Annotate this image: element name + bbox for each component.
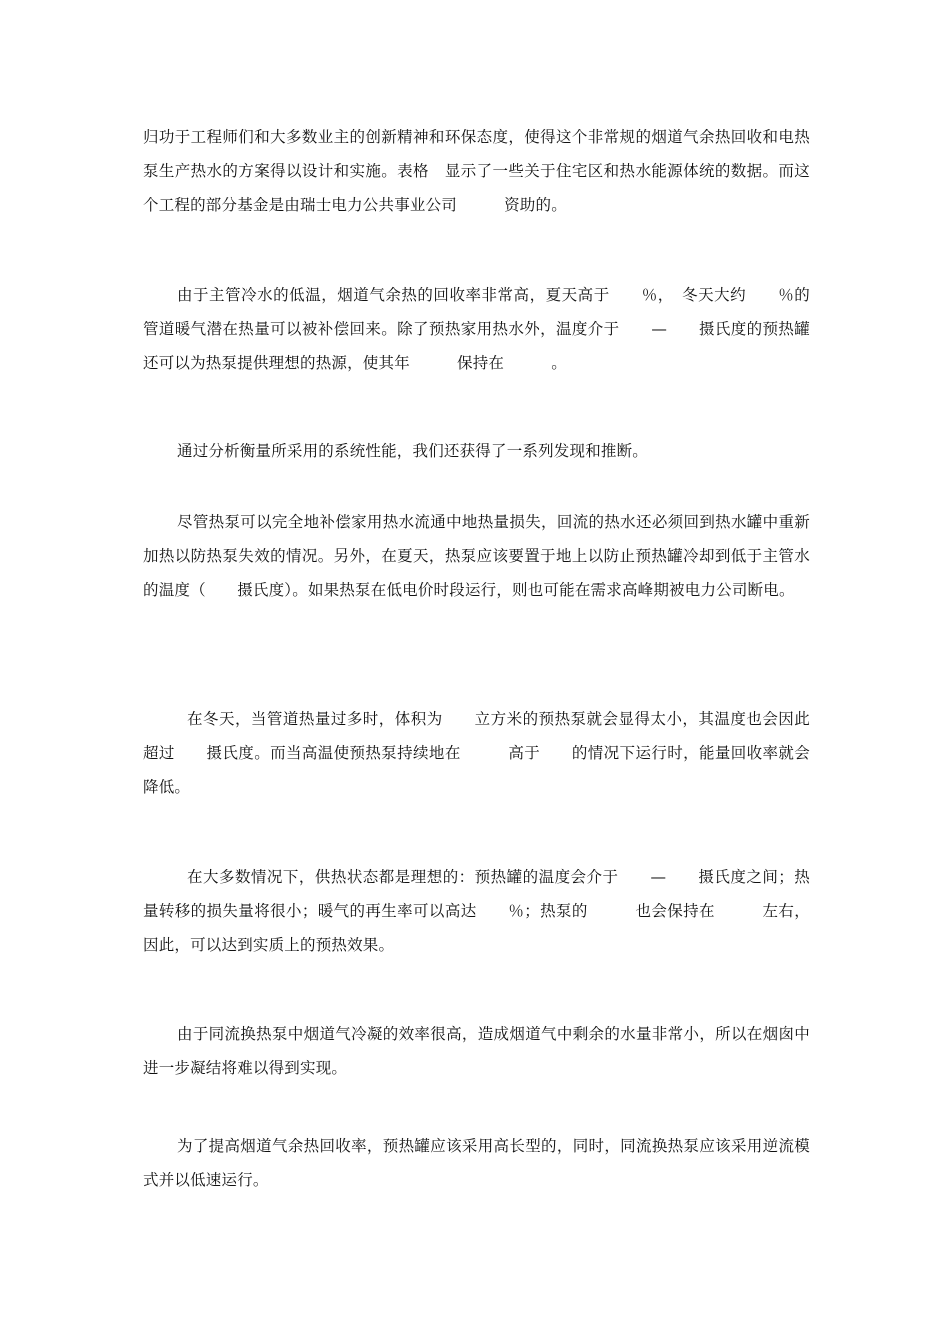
- paragraph-6: 在大多数情况下，供热状态都是理想的：预热罐的温度会介于 — 摄氏度之间；热量转移的损失量将很小；暖气的再生率可以高达 ％；热泵的 也会保持在 左右，因此，可以达到实质上的预热效果。: [143, 868, 810, 954]
- paragraph-5: 在冬天，当管道热量过多时，体积为 立方米的预热泵就会显得太小，其温度也会因此超过 摄氏度。而当高温使预热泵持续地在 高于 的情况下运行时，能量回收率就会降低。: [143, 710, 810, 796]
- paragraph-1: 归功于工程师们和大多数业主的创新精神和环保态度，使得这个非常规的烟道气余热回收和电热泵生产热水的方案得以设计和实施。表格 显示了一些关于住宅区和热水能源体统的数据。而这个工程的部分基金是由瑞士电力公共事业公司 资助的。: [143, 128, 810, 214]
- paragraph-3: 通过分析衡量所采用的系统性能，我们还获得了一系列发现和推断。: [177, 442, 649, 460]
- paragraph-4: 尽管热泵可以完全地补偿家用热水流通中地热量损失，回流的热水还必须回到热水罐中重新加热以防热泵失效的情况。另外，在夏天，热泵应该要置于地上以防止预热罐冷却到低于主管水的温度（ 摄氏度）。如果热泵在低电价时段运行，则也可能在需求高峰期被电力公司断电。: [143, 513, 810, 599]
- paragraph-7: 由于同流换热泵中烟道气冷凝的效率很高，造成烟道气中剩余的水量非常小，所以在烟囱中进一步凝结将难以得到实现。: [143, 1025, 810, 1077]
- paragraph-2: 由于主管冷水的低温，烟道气余热的回收率非常高，夏天高于 ％， 冬天大约 ％的管道暖气潜在热量可以被补偿回来。除了预热家用热水外，温度介于 — 摄氏度的预热罐还可以为热泵提供理想的热源，使其年 保持在 。: [143, 286, 810, 372]
- paragraph-8: 为了提高烟道气余热回收率，预热罐应该采用高长型的，同时，同流换热泵应该采用逆流模式并以低速运行。: [143, 1137, 810, 1189]
